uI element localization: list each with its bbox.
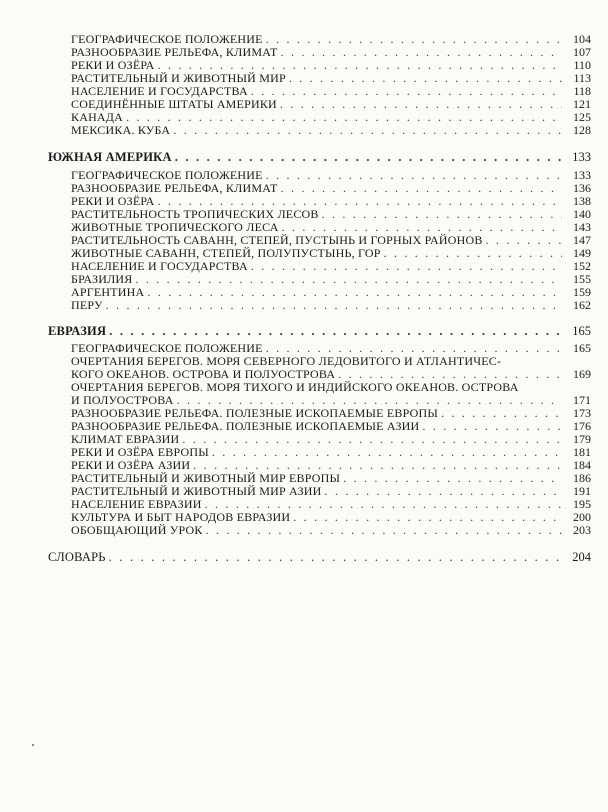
toc-entry-title: КОГО ОКЕАНОВ. ОСТРОВА И ПОЛУОСТРОВА [71,367,336,381]
toc-entry-title: СОЕДИНЁННЫЕ ШТАТЫ АМЕРИКИ [71,97,277,111]
toc-entry[interactable] [0,194,608,208]
toc-entry-title: КАНАДА [71,110,124,124]
toc-entry-page: 203 [573,523,591,537]
toc-entry-title: РАСТИТЕЛЬНЫЙ И ЖИВОТНЫЙ МИР [71,71,286,85]
toc-entry[interactable] [0,220,608,234]
toc-entry[interactable] [0,168,608,182]
toc-entry-title: ГЕОГРАФИЧЕСКОЕ ПОЛОЖЕНИЕ [71,32,263,46]
section-page: 204 [572,550,591,564]
dot-leader [289,71,562,85]
toc-entry-page: 155 [573,272,591,286]
toc-entry-title: АРГЕНТИНА [71,285,145,299]
toc-entry-page: 200 [573,510,591,524]
toc-entry-page: 159 [573,285,591,299]
toc-entry-page: 162 [573,298,591,312]
toc-entry[interactable] [0,123,608,137]
section-title: ЮЖНАЯ АМЕРИКА [48,150,172,164]
dot-leader [173,123,562,137]
toc-entry-page: 173 [573,406,591,420]
toc-entry-title: И ПОЛУОСТРОВА [71,393,174,407]
toc-entry-title: НАСЕЛЕНИЕ ЕВРАЗИИ [71,497,202,511]
toc-entry-page: 181 [573,445,591,459]
toc-entry-title: РЕКИ И ОЗЁРА [71,58,155,72]
dot-leader [206,523,562,537]
toc-entry-page: 138 [573,194,591,208]
section-page: 165 [572,324,591,338]
toc-entry[interactable] [0,341,608,355]
dot-leader [182,432,562,446]
toc-entry-title: КЛИМАТ ЕВРАЗИИ [71,432,180,446]
dot-leader [322,207,562,221]
toc-entry[interactable] [0,272,608,286]
toc-entry-title: РАЗНООБРАЗИЕ РЕЛЬЕФА, КЛИМАТ [71,181,278,195]
dot-leader [343,471,562,485]
toc-entry-title: КУЛЬТУРА И БЫТ НАРОДОВ ЕВРАЗИИ [71,510,291,524]
toc-entry-page: 113 [573,71,591,85]
toc-entry-page: 171 [573,393,591,407]
toc-entry-title: НАСЕЛЕНИЕ И ГОСУДАРСТВА [71,84,248,98]
section-title: ЕВРАЗИЯ [48,324,107,338]
toc-entry-line[interactable] [0,380,608,394]
dot-leader [266,341,562,355]
toc-entry-title: РАСТИТЕЛЬНЫЙ И ЖИВОТНЫЙ МИР ЕВРОПЫ [71,471,341,485]
toc-section-eurasia[interactable] [0,324,608,338]
toc-entry[interactable] [0,445,608,459]
section-page: 133 [572,150,591,164]
section-title: СЛОВАРЬ [48,550,106,564]
toc-entry-title: НАСЕЛЕНИЕ И ГОСУДАРСТВА [71,259,248,273]
toc-entry-page: 104 [573,32,591,46]
toc-entry[interactable] [0,510,608,524]
toc-entry[interactable] [0,71,608,85]
toc-entry[interactable] [0,97,608,111]
toc-entry-title: ОЧЕРТАНИЯ БЕРЕГОВ. МОРЯ ТИХОГО И ИНДИЙСКОГО ОКЕАНОВ. ОСТРОВА [71,380,519,394]
toc-entry-page: 152 [573,259,591,273]
toc-entry[interactable] [0,84,608,98]
toc-entry-page: 147 [573,233,591,247]
toc-entry-page: 149 [573,246,591,260]
toc-entry-page: 140 [573,207,591,221]
dot-leader [158,58,562,72]
toc-entry-title: РЕКИ И ОЗЁРА АЗИИ [71,458,191,472]
dot-leader [441,406,562,420]
toc-entry[interactable] [0,406,608,420]
toc-entry-title: РЕКИ И ОЗЁРА ЕВРОПЫ [71,445,209,459]
dot-leader [251,84,562,98]
toc-entry[interactable] [0,110,608,124]
toc-entry[interactable] [0,367,608,381]
dot-leader [281,181,562,195]
toc-entry[interactable] [0,181,608,195]
dot-leader [281,45,562,59]
toc-entry-page: 184 [573,458,591,472]
toc-entry[interactable] [0,32,608,46]
dot-leader [384,246,562,260]
toc-entry[interactable] [0,497,608,511]
dot-leader [293,510,562,524]
toc-entry-page: 179 [573,432,591,446]
toc-entry-title: ЖИВОТНЫЕ САВАНН, СТЕПЕЙ, ПОЛУПУСТЫНЬ, ГОР [71,246,381,260]
toc-entry[interactable] [0,393,608,407]
toc-entry[interactable] [0,45,608,59]
toc-entry[interactable] [0,471,608,485]
toc-entry[interactable] [0,298,608,312]
toc-entry[interactable] [0,484,608,498]
dot-leader [106,298,562,312]
dot-leader [280,97,562,111]
toc-entry-page: 110 [573,58,591,72]
dot-leader [486,233,562,247]
toc-entry-page: 165 [573,341,591,355]
dot-leader [251,259,562,273]
dot-leader [205,497,562,511]
toc-entry[interactable] [0,58,608,72]
toc-entry-page: 118 [573,84,591,98]
toc-entry-title: ПЕРУ [71,298,103,312]
toc-entry-page: 125 [573,110,591,124]
toc-entry-title: РАСТИТЕЛЬНОСТЬ САВАНН, СТЕПЕЙ, ПУСТЫНЬ И ГОРНЫХ РАЙОНОВ [71,233,483,247]
dot-leader [282,220,562,234]
toc-entry[interactable] [0,259,608,273]
toc-entry-title: БРАЗИЛИЯ [71,272,133,286]
toc-entry[interactable] [0,207,608,221]
toc-entry[interactable] [0,285,608,299]
dot-leader [266,168,562,182]
dot-leader [109,324,562,338]
dot-leader [135,272,562,286]
toc-entry-page: 128 [573,123,591,137]
dot-leader [158,194,562,208]
toc-entry-line[interactable] [0,354,608,368]
dot-leader [325,484,562,498]
toc-entry-page: 133 [573,168,591,182]
toc-entry-title: ГЕОГРАФИЧЕСКОЕ ПОЛОЖЕНИЕ [71,341,263,355]
toc-entry-title: РАСТИТЕЛЬНОСТЬ ТРОПИЧЕСКИХ ЛЕСОВ [71,207,319,221]
toc-entry-title: ОЧЕРТАНИЯ БЕРЕГОВ. МОРЯ СЕВЕРНОГО ЛЕДОВИТОГО И АТЛАНТИЧЕС- [71,354,502,368]
toc-entry-title: ГЕОГРАФИЧЕСКОЕ ПОЛОЖЕНИЕ [71,168,263,182]
dot-leader [177,393,562,407]
dot-leader [109,550,562,564]
toc-entry-title: РЕКИ И ОЗЁРА [71,194,155,208]
toc-entry[interactable] [0,432,608,446]
toc-entry-page: 121 [573,97,591,111]
toc-entry-title: РАЗНООБРАЗИЕ РЕЛЬЕФА. ПОЛЕЗНЫЕ ИСКОПАЕМЫЕ ЕВРОПЫ [71,406,439,420]
toc-entry-title: МЕКСИКА. КУБА [71,123,171,137]
toc-entry-title: РАЗНООБРАЗИЕ РЕЛЬЕФА. ПОЛЕЗНЫЕ ИСКОПАЕМЫЕ АЗИИ [71,419,420,433]
dot-leader [175,150,562,164]
toc-entry-title: РАЗНООБРАЗИЕ РЕЛЬЕФА, КЛИМАТ [71,45,278,59]
toc-entry[interactable] [0,246,608,260]
toc-entry[interactable] [0,458,608,472]
toc-entry[interactable] [0,523,608,537]
toc-entry-title: ЖИВОТНЫЕ ТРОПИЧЕСКОГО ЛЕСА [71,220,279,234]
toc-entry-page: 136 [573,181,591,195]
toc-entry-page: 169 [573,367,591,381]
toc-entry-page: 143 [573,220,591,234]
stray-mark [32,744,34,746]
toc-entry-title: ОБОБЩАЮЩИЙ УРОК [71,523,203,537]
dot-leader [212,445,562,459]
dot-leader [266,32,562,46]
toc-entry-page: 195 [573,497,591,511]
toc-entry-title: РАСТИТЕЛЬНЫЙ И ЖИВОТНЫЙ МИР АЗИИ [71,484,322,498]
toc-entry-page: 186 [573,471,591,485]
toc-section-dictionary[interactable] [0,550,608,564]
toc-section-south-america[interactable] [0,150,608,164]
toc-entry-page: 191 [573,484,591,498]
toc-entry[interactable] [0,233,608,247]
toc-entry[interactable] [0,419,608,433]
toc-entry-page: 176 [573,419,591,433]
toc-entry-page: 107 [573,45,591,59]
dot-leader [193,458,562,472]
dot-leader [338,367,562,381]
dot-leader [126,110,562,124]
dot-leader [147,285,562,299]
dot-leader [422,419,562,433]
